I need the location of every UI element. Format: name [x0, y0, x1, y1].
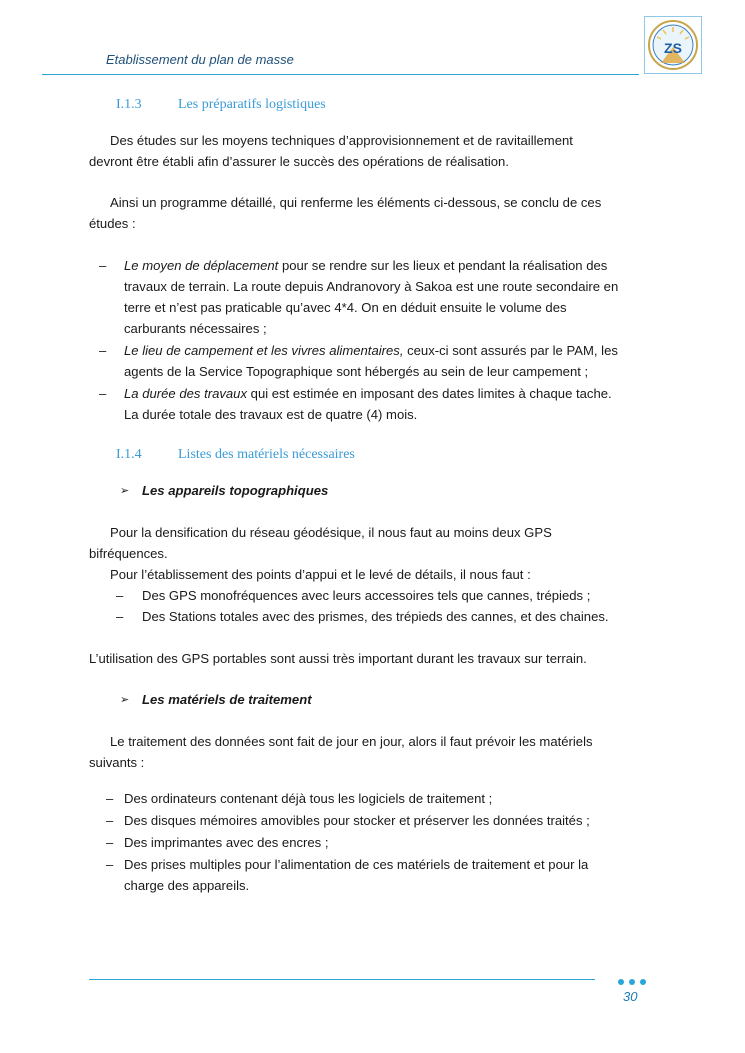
section-number: I.1.3 — [116, 97, 142, 112]
list-item-continuation: agents de la Service Topographique sont hébergés au sein de leur campement ; — [124, 364, 589, 379]
header-rule — [42, 74, 639, 75]
list-item-continuation: travaux de terrain. La route depuis Andranovory à Sakoa est une route secondaire en — [124, 279, 619, 294]
section-title: Listes des matériels nécessaires — [178, 447, 355, 462]
section-heading-113 — [116, 97, 516, 115]
dash-bullet: – — [106, 857, 114, 872]
list-item: Des imprimantes avec des encres ; — [124, 835, 329, 850]
arrow-bullet-icon: ➢ — [120, 694, 130, 706]
paragraph-line: études : — [89, 216, 136, 231]
paragraph-line: Le traitement des données sont fait de jour en jour, alors il faut prévoir les matériels — [110, 734, 593, 749]
list-item — [124, 343, 618, 358]
dash-bullet: – — [116, 588, 124, 603]
running-header-title: Etablissement du plan de masse — [106, 52, 294, 67]
dash-bullet: – — [99, 258, 107, 273]
logo-lettering: ZS — [664, 40, 682, 56]
footer-dots-icon — [617, 978, 649, 986]
list-item: Des Stations totales avec des prismes, des trépieds des cannes, et des chaines. — [142, 609, 609, 624]
arrow-bullet-icon: ➢ — [120, 485, 130, 497]
subheading: Les appareils topographiques — [142, 483, 329, 498]
list-item: Des disques mémoires amovibles pour stocker et préserver les données traités ; — [124, 813, 590, 828]
subheading: Les matériels de traitement — [142, 692, 312, 707]
dash-bullet: – — [106, 813, 114, 828]
section-title: Les préparatifs logistiques — [178, 97, 326, 112]
list-item — [124, 258, 607, 273]
section-heading-114 — [116, 447, 516, 465]
list-item: Des ordinateurs contenant déjà tous les logiciels de traitement ; — [124, 791, 493, 806]
page-number: 30 — [623, 989, 638, 1004]
list-item-emphasis: Le lieu de campement et les vivres alimentaires, — [124, 343, 404, 358]
paragraph-line: Des études sur les moyens techniques d’approvisionnement et de ravitaillement — [110, 133, 573, 148]
dash-bullet: – — [116, 609, 124, 624]
list-item-continuation: terre et n’est pas praticable qu’avec 4*4. On en déduit ensuite le volume des — [124, 300, 567, 315]
dash-bullet: – — [99, 343, 107, 358]
list-item-continuation: charge des appareils. — [124, 878, 250, 893]
list-item — [124, 386, 612, 401]
list-item-emphasis: Le moyen de déplacement — [124, 258, 279, 273]
paragraph-line: suivants : — [89, 755, 145, 770]
dash-bullet: – — [106, 791, 114, 806]
paragraph-line: Pour la densification du réseau géodésique, il nous faut au moins deux GPS — [110, 525, 552, 540]
list-item: Des GPS monofréquences avec leurs accessoires tels que cannes, trépieds ; — [142, 588, 591, 603]
list-item-text: ceux-ci sont assurés par le PAM, les — [403, 343, 618, 358]
institution-logo — [644, 16, 702, 74]
list-item-continuation: La durée totale des travaux est de quatre (4) mois. — [124, 407, 418, 422]
dash-bullet: – — [99, 386, 107, 401]
list-item-text: pour se rendre sur les lieux et pendant la réalisation des — [278, 258, 608, 273]
list-item-emphasis: La durée des travaux — [124, 386, 248, 401]
paragraph-line: Pour l’établissement des points d’appui et le levé de détails, il nous faut : — [110, 567, 531, 582]
list-item-continuation: carburants nécessaires ; — [124, 321, 267, 336]
list-item-text: qui est estimée en imposant des dates limites à chaque tache. — [247, 386, 612, 401]
section-number: I.1.4 — [116, 447, 142, 462]
logo-icon — [645, 17, 701, 73]
paragraph-line: Ainsi un programme détaillé, qui renferme les éléments ci-dessous, se conclu de ces — [110, 195, 602, 210]
footer-rule — [89, 979, 595, 980]
dash-bullet: – — [106, 835, 114, 850]
paragraph-line: L’utilisation des GPS portables sont aussi très important durant les travaux sur terrain. — [89, 651, 587, 666]
paragraph-line: bifréquences. — [89, 546, 168, 561]
list-item: Des prises multiples pour l’alimentation de ces matériels de traitement et pour la — [124, 857, 589, 872]
paragraph-line: devront être établi afin d’assurer le succès des opérations de réalisation. — [89, 154, 509, 169]
